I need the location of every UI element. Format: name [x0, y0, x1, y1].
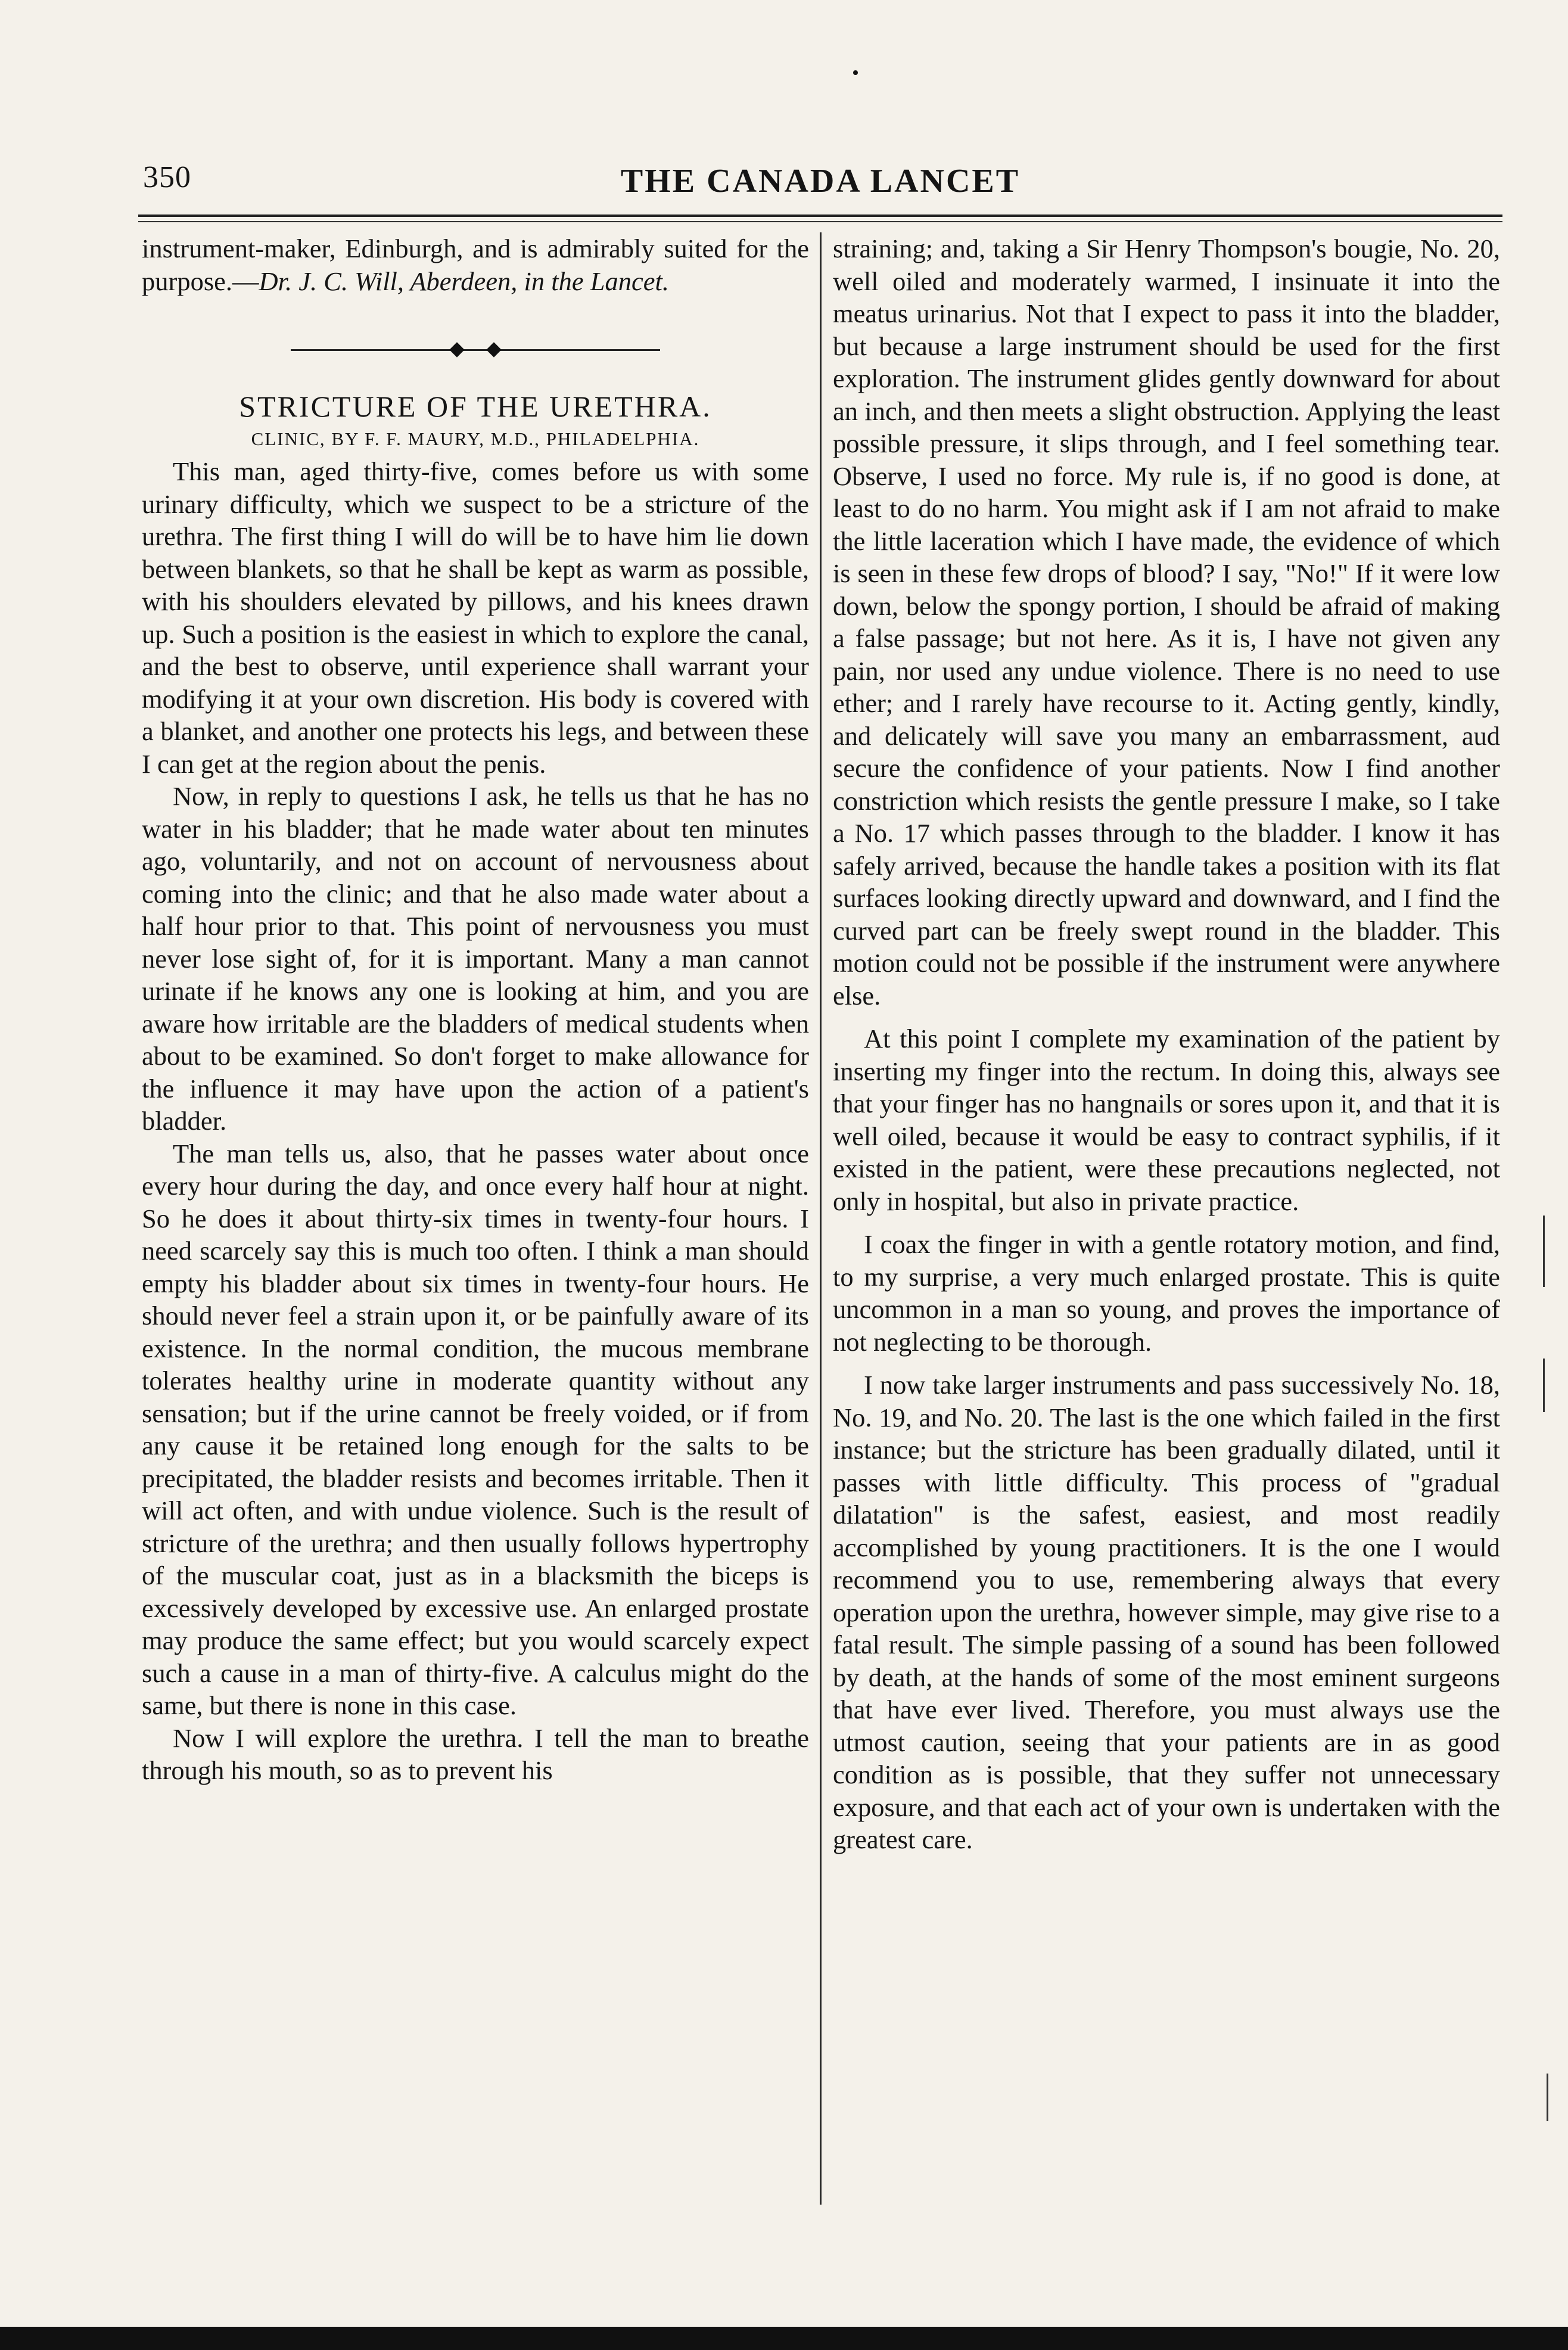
right-column	[833, 232, 1500, 1856]
ornament-diamond	[486, 342, 501, 357]
scan-bottom-edge	[0, 2327, 1568, 2350]
body-paragraph: Now, in reply to questions I ask, he tells us that he has no water in his bladder; that he made water about ten minutes ago, voluntarily, and not on account of nervousness about coming into the clinic; and that he also made water about a half hour prior to that. This point of nervousness you must never lose sight of, for it is important. Many a man cannot urinate if he knows any one is looking at him, and you are aware how irritable are the bladders of medical students when about to be examined. So don't forget to make allowance for the influence it may have upon the action of a patient's bladder.	[142, 781, 809, 1136]
ornament-diamond	[449, 342, 464, 357]
body-paragraph: I coax the finger in with a gentle rotatory motion, and find, to my surprise, a very much enlarged prostate. This is quite uncommon in a man so young, and proves the importance of not neglecting to be thorough.	[833, 1229, 1500, 1357]
page-edge-mark	[1543, 1216, 1545, 1287]
body-paragraph: Now I will explore the urethra. I tell the man to breathe through his mouth, so as to prevent his	[142, 1723, 809, 1785]
left-column	[142, 232, 809, 1787]
page-header	[138, 156, 1502, 210]
body-paragraph-continued: straining; and, taking a Sir Henry Thompson's bougie, No. 20, well oiled and moderately warmed, I insinuate it into the meatus urinarius. Not that I expect to pass it into the bladder, but because a large instrument should be used for the first exploration. The instrument glides gently downward for about an inch, and then meets a slight obstruction. Applying the least possible pressure, it slips through, and I feel something tear. Observe, I used no force. My rule is, if no good is done, at least to do no harm. You might ask if I am not afraid to make the little laceration which I have made, the evidence of which is seen in these few drops of blood? I say, "No!" If it were low down, below the spongy portion, I should be afraid of making a false passage; but not here. As it is, I have not given any pain, nor used any undue violence. There is no need to use ether; and I rarely have recourse to it. Acting gently, kindly, and delicately will save you many an embarrassment, aud secure the confidence of your patients. Now I find another constriction which resists the gentle pressure I make, so I take a No. 17 which passes through to the bladder. I know it has safely arrived, because the handle takes a position with its flat surfaces looking directly upward and downward, and I find the curved part can be freely swept round in the bladder. This motion could not be possible if the instrument were anywhere else.	[833, 234, 1500, 1011]
header-rule	[138, 215, 1502, 217]
continued-text: instrument-maker, Edinburgh, and is admirably suited for the purpose.—	[142, 234, 809, 296]
continued-paragraph	[142, 232, 809, 297]
column-divider	[820, 232, 822, 2205]
page-edge-mark	[1547, 2074, 1548, 2121]
body-paragraph: The man tells us, also, that he passes water about once every hour during the day, and once every half hour at night. So he does it about thirty-six times in twenty-four hours. I need scarcely say this is much too often. I think a man should empty his bladder about six times in twenty-four hours. He should never feel a strain upon it, or be painfully aware of its existence. In the normal condition, the mucous membrane tolerates healthy urine in moderate quantity without any sensation; but if the urine cannot be freely voided, or if from any cause it be retained long enough for the salts to be precipitated, the bladder resists and becomes irritable. Then it will act often, and with undue violence. Such is the result of stricture of the urethra; and then usually follows hypertrophy of the muscular coat, just as in a blacksmith the biceps is excessively developed by excessive use. An enlarged prostate may produce the same effect; but you would scarcely expect such a cause in a man of thirty-five. A calculus might do the same, but there is none in this case.	[142, 1138, 809, 1720]
section-divider-ornament	[291, 344, 660, 356]
article-byline: CLINIC, BY F. F. MAURY, M.D., PHILADELPHIA.	[251, 428, 700, 449]
page-number: 350	[143, 160, 191, 194]
header-rule-thin	[138, 221, 1502, 222]
ink-speck	[853, 70, 858, 75]
ornament-line	[291, 349, 660, 351]
body-paragraph: This man, aged thirty-five, comes before us with some urinary difficulty, which we suspect to be a stricture of the urethra. The first thing I will do will be to have him lie down between blankets, so that he shall be kept as warm as possible, with his shoulders elevated by pillows, and his knees drawn up. Such a position is the easiest in which to explore the canal, and the best to observe, until experience shall warrant your modifying it at your own discretion. His body is covered with a blanket, and another one protects his legs, and between these I can get at the region about the penis.	[142, 456, 809, 779]
article-signature: Dr. J. C. Will, Aberdeen, in the Lancet.	[259, 266, 669, 296]
body-paragraph: I now take larger instruments and pass successively No. 18, No. 19, and No. 20. The last is the one which failed in the first instance; but the stricture has been gradually dilated, until it passes with little difficulty. This process of "gradual dilatation" is the safest, easiest, and most readily accomplished by young practitioners. It is the one I would recommend you to use, remembering always that every operation upon the urethra, however simple, may give rise to a fatal result. The simple passing of a sound has been followed by death, at the hands of some of the most eminent surgeons that have ever lived. Therefore, you must always use the utmost caution, seeing that your patients are in as good condition as is possible, that they suffer not unnecessary exposure, and that each act of your own is undertaken with the greatest care.	[833, 1370, 1500, 1854]
running-title: THE CANADA LANCET	[620, 163, 1021, 200]
article-title: STRICTURE OF THE URETHRA.	[239, 390, 712, 423]
body-paragraph: At this point I complete my examination of the patient by inserting my finger into the rectum. In doing this, always see that your finger has no hangnails or sores upon it, and that it is well oiled, because it would be easy to contract syphilis, if it existed in the patient, were these precautions neglected, not only in hospital, but also in private practice.	[833, 1024, 1500, 1216]
page-edge-mark	[1543, 1359, 1545, 1412]
